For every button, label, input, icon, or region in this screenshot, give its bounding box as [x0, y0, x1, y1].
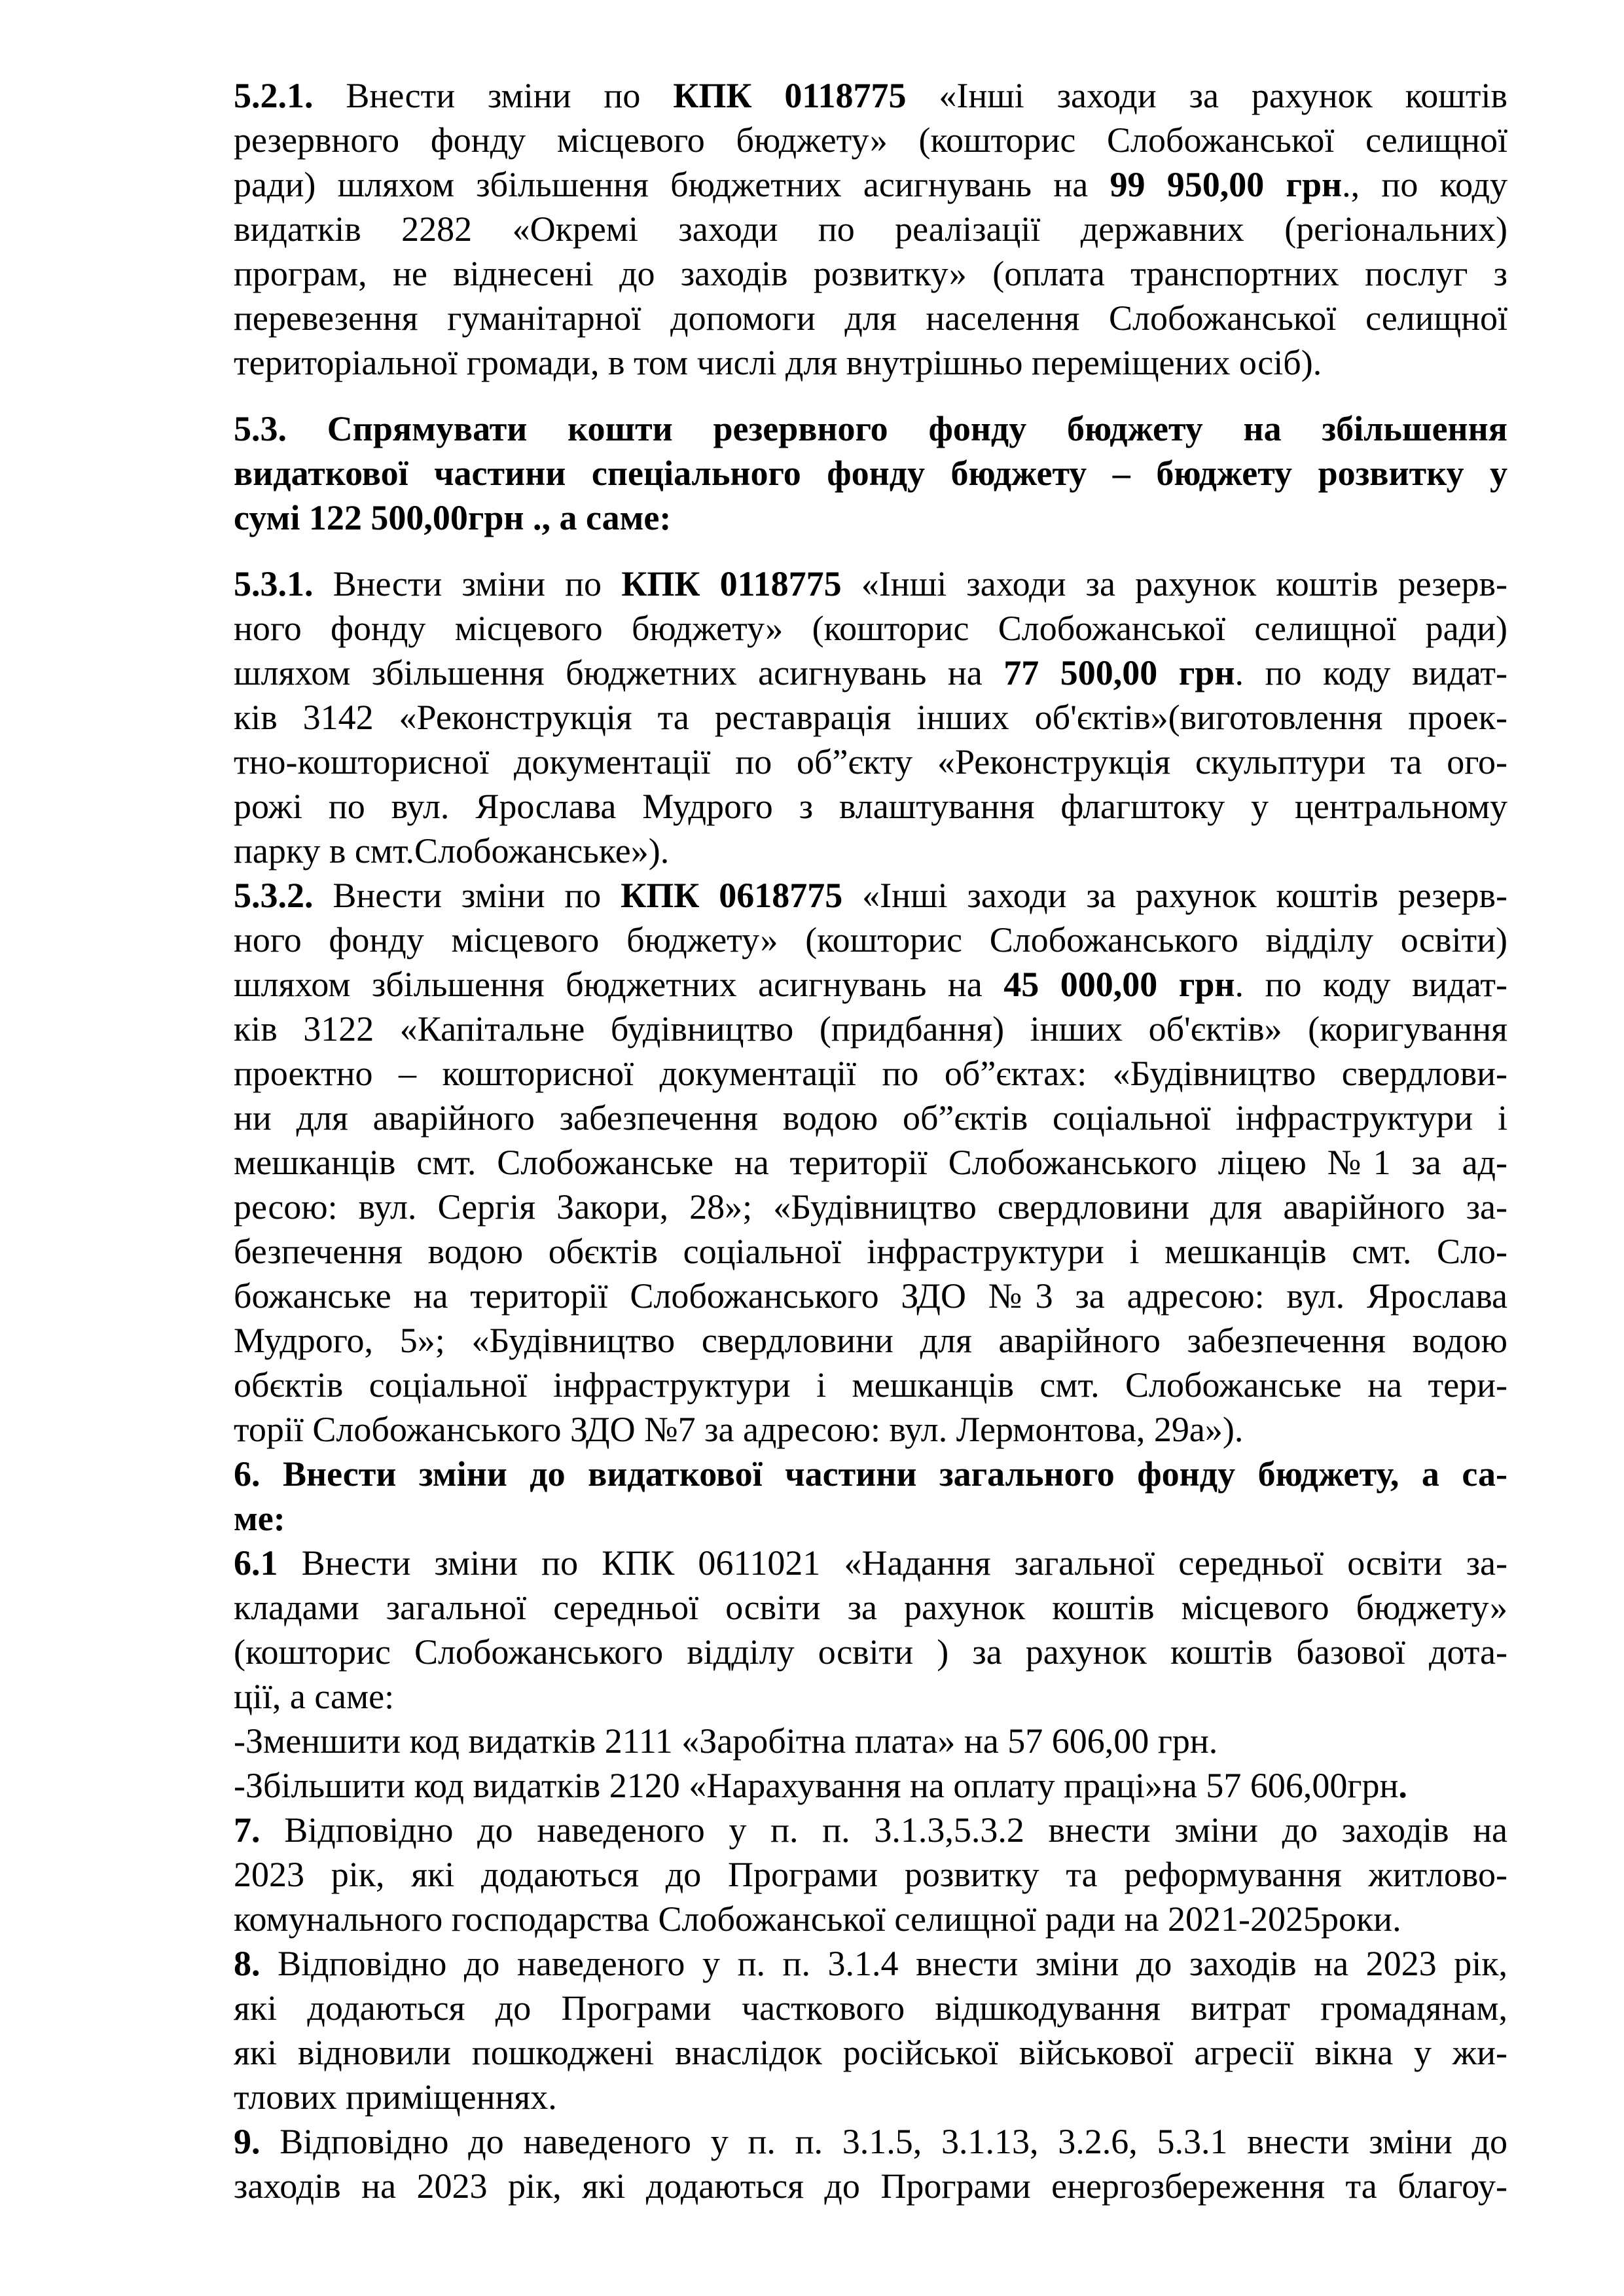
bold-text-run: сумі 122 500,00грн ., а саме: [234, 498, 672, 537]
text-line [234, 118, 1507, 162]
bold-text-run: 77 500,00 грн [1003, 653, 1235, 692]
text-run: тно-кошторисної документації по об”єкту «Реконструкція скульптури та ого- [234, 742, 1507, 781]
text-line [234, 1496, 1507, 1541]
text-line [234, 1051, 1507, 1096]
text-line [234, 1585, 1507, 1630]
text-line [234, 162, 1507, 207]
text-run: божанське на території Слобожанського ЗДО №3 за адресою: вул. Ярослава [234, 1276, 1507, 1316]
text-line [234, 1096, 1507, 1140]
text-line [234, 1452, 1507, 1496]
text-line [234, 451, 1507, 495]
text-run: Відповідно до наведеного у п. п. 3.1.4 внести зміни до заходів на 2023 рік, [260, 1944, 1507, 1983]
text-line [234, 562, 1507, 606]
text-line [234, 1007, 1507, 1051]
text-line [234, 1763, 1507, 1808]
text-run: ків 3142 «Реконструкція та реставрація інших об'єктів»(виготовлення проек- [234, 698, 1507, 737]
text-run: ного фонду місцевого бюджету» (кошторис Слобожанської селищної ради) [234, 609, 1507, 648]
text-run: Мудрого, 5»; «Будівництво свердловини для аварійного забезпечення водою [234, 1321, 1507, 1360]
text-run: ного фонду місцевого бюджету» (кошторис Слобожанського відділу освіти) [234, 920, 1507, 960]
paragraph-8 [234, 1941, 1507, 2119]
bold-text-run: 6. Внести зміни до видаткової частини загального фонду бюджету, а са- [234, 1454, 1507, 1494]
text-line [234, 340, 1507, 385]
text-line [234, 962, 1507, 1007]
text-run: кладами загальної середньої освіти за рахунок коштів місцевого бюджету» [234, 1588, 1507, 1627]
text-line [234, 1852, 1507, 1897]
text-run: Внести зміни по КПК 0611021 «Надання загальної середньої освіти за- [278, 1543, 1507, 1583]
text-run: парку в смт.Слобожанське»). [234, 831, 670, 870]
bold-text-run: 5.3. Спрямувати кошти резервного фонду бюджету на збільшення [234, 409, 1507, 448]
text-run: ків 3122 «Капітальне будівництво (придбання) інших об'єктів» (коригування [234, 1009, 1507, 1049]
text-line [234, 784, 1507, 829]
text-line [234, 251, 1507, 296]
text-run: комунального господарства Слобожанської селищної ради на 2021-2025роки. [234, 1899, 1401, 1939]
text-run: 2023 рік, які додаються до Програми розвитку та реформування житлово- [234, 1855, 1507, 1894]
text-run: Відповідно до наведеного у п. п. 3.1.5, 3.1.13, 3.2.6, 5.3.1 внести зміни до [260, 2122, 1507, 2161]
text-line [234, 406, 1507, 451]
paragraph-6.1 [234, 1541, 1507, 1719]
bold-text-run: 5.3.1. [234, 564, 314, 603]
text-run: Внести зміни по [313, 76, 674, 115]
text-run: Відповідно до наведеного у п. п. 3.1.3,5.3.2 внести зміни до заходів на [260, 1810, 1507, 1850]
bold-text-run: КПК 0118775 [621, 564, 842, 603]
bold-text-run: ме: [234, 1499, 285, 1538]
text-line [234, 1674, 1507, 1719]
text-run: мешканців смт. Слобожанське на території Слобожанського ліцею №1 за ад- [234, 1143, 1507, 1182]
paragraph-9 [234, 2119, 1507, 2208]
text-run: програм, не віднесені до заходів розвитку» (оплата транспортних послуг з [234, 254, 1507, 293]
text-run: . по коду видат- [1235, 653, 1507, 692]
text-line [234, 1897, 1507, 1941]
text-run: ресою: вул. Сергія Закори, 28»; «Будівництво свердловини для аварійного за- [234, 1187, 1507, 1227]
text-line [234, 1140, 1507, 1185]
text-line [234, 495, 1507, 540]
text-line [234, 2119, 1507, 2164]
bold-text-run: 99 950,00 грн [1110, 165, 1343, 204]
text-run: -Збільшити код видатків 2120 «Нарахування на оплату праці»на 57 606,00грн [234, 1766, 1399, 1805]
text-run: тлових приміщеннях. [234, 2077, 557, 2117]
paragraph-5.2.1 [234, 73, 1507, 385]
bold-text-run: КПК 0618775 [621, 876, 843, 915]
text-line [234, 207, 1507, 251]
text-run: ., по коду [1342, 165, 1507, 204]
text-run: рожі по вул. Ярослава Мудрого з влаштування флагштоку у центральному [234, 787, 1507, 826]
text-line [234, 2030, 1507, 2075]
text-run: -Зменшити код видатків 2111 «Заробітна плата» на 57 606,00 грн. [234, 1721, 1218, 1761]
text-line [234, 1630, 1507, 1674]
bold-text-run: 45 000,00 грн [1003, 965, 1235, 1004]
bold-text-run: 5.2.1. [234, 76, 314, 115]
text-run: видатків 2282 «Окремі заходи по реалізації державних (регіональних) [234, 209, 1507, 249]
text-run: ради) шляхом збільшення бюджетних асигнувань на [234, 165, 1110, 204]
paragraph-increase-2120 [234, 1763, 1507, 1808]
text-line [234, 873, 1507, 918]
paragraph-decrease-2111 [234, 1719, 1507, 1763]
text-line [234, 1407, 1507, 1452]
text-run: Внести зміни по [313, 564, 622, 603]
paragraph-5.3.1 [234, 562, 1507, 873]
text-run: ції, а саме: [234, 1677, 395, 1716]
text-line [234, 918, 1507, 962]
text-run: перевезення гуманітарної допомоги для населення Слобожанської селищної [234, 298, 1507, 338]
text-line [234, 1941, 1507, 1986]
text-line [234, 1986, 1507, 2030]
document-content [234, 73, 1507, 2208]
text-run: територіальної громади, в том числі для внутрішньо переміщених осіб). [234, 343, 1322, 382]
text-run: (кошторис Слобожанського відділу освіти ) за рахунок коштів базової дота- [234, 1632, 1507, 1672]
bold-text-run: . [1398, 1766, 1407, 1805]
paragraph-6 [234, 1452, 1507, 1541]
text-line [234, 2075, 1507, 2119]
text-run: Внести зміни по [313, 876, 621, 915]
text-run: безпечення водою обєктів соціальної інфраструктури і мешканців смт. Сло- [234, 1232, 1507, 1271]
text-line [234, 1185, 1507, 1229]
paragraph-7 [234, 1808, 1507, 1941]
text-run: «Інші заходи за рахунок коштів резерв- [841, 564, 1507, 603]
text-run: ни для аварійного забезпечення водою об”єктів соціальної інфраструктури і [234, 1098, 1507, 1138]
text-run: «Інші заходи за рахунок коштів [906, 76, 1507, 115]
bold-text-run: 7. [234, 1810, 261, 1850]
bold-text-run: 6.1 [234, 1543, 278, 1583]
bold-text-run: 9. [234, 2122, 261, 2161]
text-line [234, 740, 1507, 784]
text-line [234, 606, 1507, 651]
text-line [234, 1229, 1507, 1274]
paragraph-5.3.2 [234, 873, 1507, 1452]
text-line [234, 651, 1507, 695]
text-line [234, 2164, 1507, 2208]
text-line [234, 1808, 1507, 1852]
text-line [234, 296, 1507, 340]
text-line [234, 695, 1507, 740]
text-line [234, 1274, 1507, 1318]
text-line [234, 1318, 1507, 1363]
text-line [234, 73, 1507, 118]
text-run: резервного фонду місцевого бюджету» (кошторис Слобожанської селищної [234, 120, 1507, 160]
text-run: . по коду видат- [1235, 965, 1507, 1004]
text-line [234, 1541, 1507, 1585]
bold-text-run: 8. [234, 1944, 261, 1983]
text-line [234, 1719, 1507, 1763]
text-run: проектно – кошторисної документації по об”єктах: «Будівництво свердлови- [234, 1054, 1507, 1093]
bold-text-run: видаткової частини спеціального фонду бюджету – бюджету розвитку у [234, 454, 1507, 493]
bold-text-run: 5.3.2. [234, 876, 314, 915]
text-run: торії Слобожанського ЗДО №7 за адресою: вул. Лермонтова, 29а»). [234, 1410, 1244, 1449]
text-run: які додаються до Програми часткового відшкодування витрат громадянам, [234, 1988, 1507, 2028]
text-line [234, 829, 1507, 873]
text-run: шляхом збільшення бюджетних асигнувань на [234, 965, 1004, 1004]
text-run: заходів на 2023 рік, які додаються до Програми енергозбереження та благоу- [234, 2166, 1507, 2206]
text-line [234, 1363, 1507, 1407]
text-run: які відновили пошкоджені внаслідок російської військової агресії вікна у жи- [234, 2033, 1507, 2072]
paragraph-5.3 [234, 406, 1507, 540]
bold-text-run: КПК 0118775 [673, 76, 907, 115]
text-run: «Інші заходи за рахунок коштів резерв- [842, 876, 1507, 915]
text-run: шляхом збільшення бюджетних асигнувань на [234, 653, 1004, 692]
text-run: обєктів соціальної інфраструктури і мешканців смт. Слобожанське на тери- [234, 1365, 1507, 1405]
